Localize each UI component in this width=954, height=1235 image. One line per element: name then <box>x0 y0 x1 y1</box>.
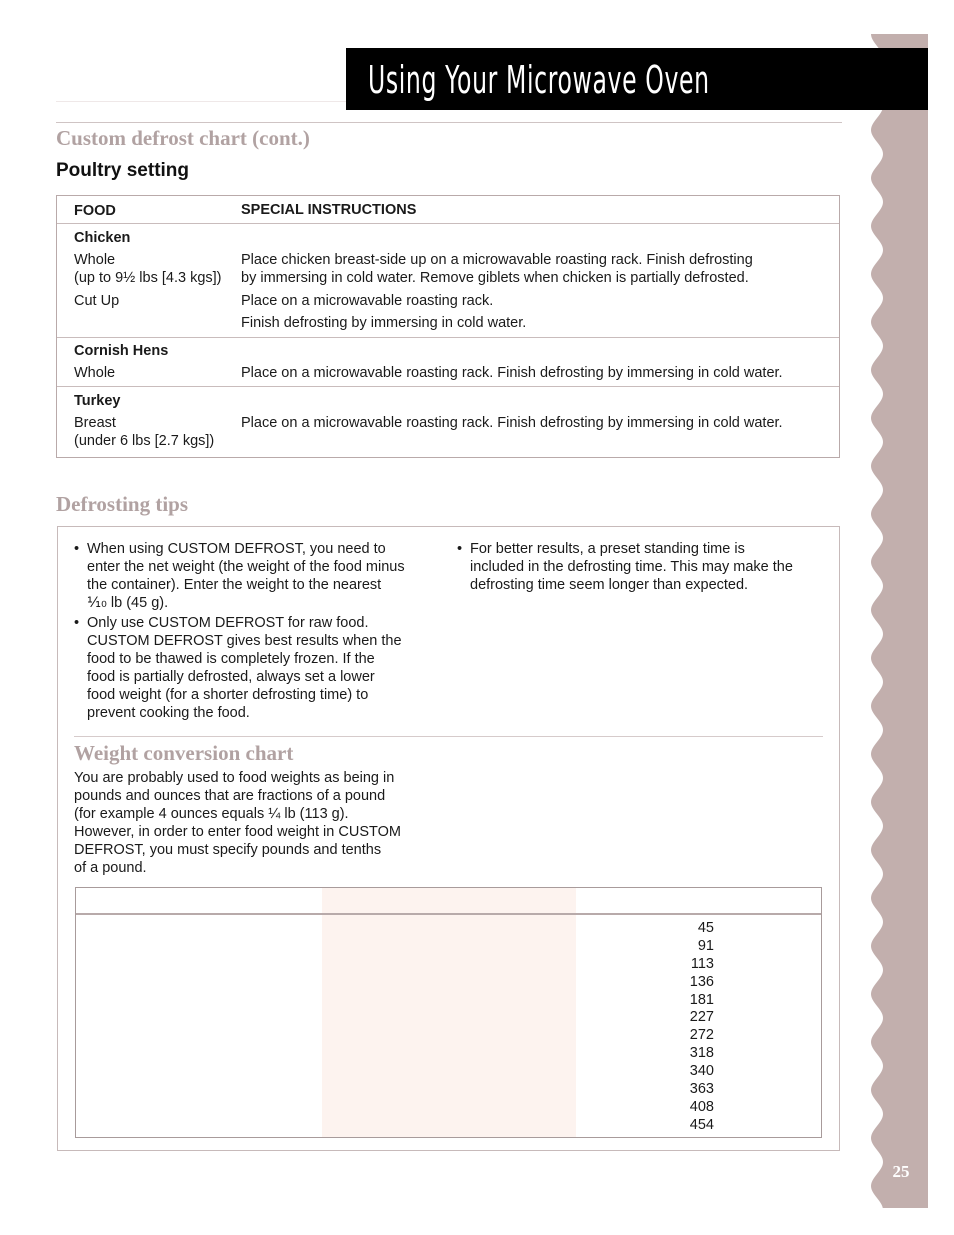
grams-value: 363 <box>689 1081 714 1098</box>
tip-item: • When using CUSTOM DEFROST, you need to enter the net weight (the weight of the food minus the container). Enter the weight to the nearest ⅒ lb (45 g). <box>74 541 405 611</box>
defrosting-tips-heading: Defrosting tips <box>56 492 189 516</box>
grams-value: 408 <box>689 1098 714 1115</box>
grams-value: 318 <box>689 1045 714 1062</box>
food-category-cornish-hens: Cornish Hens <box>74 343 169 359</box>
cornish-whole-label: Whole <box>74 365 116 381</box>
title-bar <box>346 48 928 110</box>
chicken-whole-label: Whole <box>74 252 116 268</box>
table-header-rule <box>76 913 821 915</box>
chicken-cutup-instructions: Finish defrosting by immersing in cold water. <box>241 315 527 331</box>
row-divider <box>57 337 839 338</box>
grams-value: 181 <box>689 991 714 1008</box>
food-category-turkey: Turkey <box>74 393 121 409</box>
turkey-instructions: Place on a microwavable roasting rack. Finish defrosting by immersing in cold water. <box>241 415 783 431</box>
page-number: 25 <box>892 1162 910 1181</box>
bullet-icon: • <box>74 615 80 631</box>
poultry-defrost-table <box>56 195 840 458</box>
divider <box>74 736 823 737</box>
turkey-breast-weight: (under 6 lbs [2.7 kgs]) <box>74 433 215 449</box>
tip-item: • For better results, a preset standing time is included in the defrosting time. This may make the defrosting time seem longer than expected. <box>457 541 793 593</box>
bullet-icon: • <box>457 541 463 557</box>
divider <box>56 101 346 102</box>
row-divider <box>57 223 839 224</box>
grams-value: 113 <box>690 955 714 972</box>
grams-value: 227 <box>689 1009 714 1026</box>
tinted-column <box>322 888 576 1137</box>
poultry-setting-heading: Poultry setting <box>56 160 190 181</box>
weight-conversion-table <box>75 887 822 1138</box>
row-divider <box>57 386 839 387</box>
grams-value: 272 <box>689 1027 714 1044</box>
grams-value: 340 <box>689 1063 714 1080</box>
weight-conversion-heading: Weight conversion chart <box>74 741 294 765</box>
chicken-whole-weight: (up to 9½ lbs [4.3 kgs]) <box>74 270 222 286</box>
grams-value: 91 <box>697 937 714 954</box>
food-category-chicken: Chicken <box>74 230 131 246</box>
cornish-instructions: Place on a microwavable roasting rack. Finish defrosting by immersing in cold water. <box>241 365 783 381</box>
tip-item: • Only use CUSTOM DEFROST for raw food. CUSTOM DEFROST gives best results when the food to be thawed is completely frozen. If the food is partially defrosted, always set a lower food weight (for a shorter defrosting time) to prevent cooking the food. <box>74 615 402 721</box>
chicken-cutup-label: Cut Up <box>74 293 120 309</box>
chicken-whole-instructions: by immersing in cold water. Remove giblets when chicken is partially defrosted. <box>241 270 749 286</box>
bullet-icon: • <box>74 541 80 557</box>
chicken-cutup-instructions: Place on a microwavable roasting rack. <box>241 293 494 309</box>
grams-value: 45 <box>697 920 714 936</box>
turkey-breast-label: Breast <box>74 415 116 431</box>
grams-value: 454 <box>689 1116 714 1133</box>
decorative-wavy-sidebar <box>868 34 928 1208</box>
page-title: Using Your Microwave Oven <box>368 58 710 102</box>
chicken-whole-instructions: Place chicken breast-side up on a microwavable roasting rack. Finish defrosting <box>241 252 753 268</box>
weight-conversion-intro: You are probably used to food weights as being in pounds and ounces that are fractions of a pound (for example 4 ounces equals ¼ lb (113 g). However, in order to enter food weight in CUSTOM DEFROST, you must specify pounds and tenths of a pound. <box>74 770 401 876</box>
col-header-food: FOOD <box>74 203 116 219</box>
grams-column <box>636 920 714 1135</box>
col-header-instructions: SPECIAL INSTRUCTIONS <box>241 202 417 218</box>
custom-defrost-heading: Custom defrost chart (cont.) <box>56 126 310 150</box>
divider <box>56 122 842 123</box>
grams-value: 136 <box>689 973 714 990</box>
